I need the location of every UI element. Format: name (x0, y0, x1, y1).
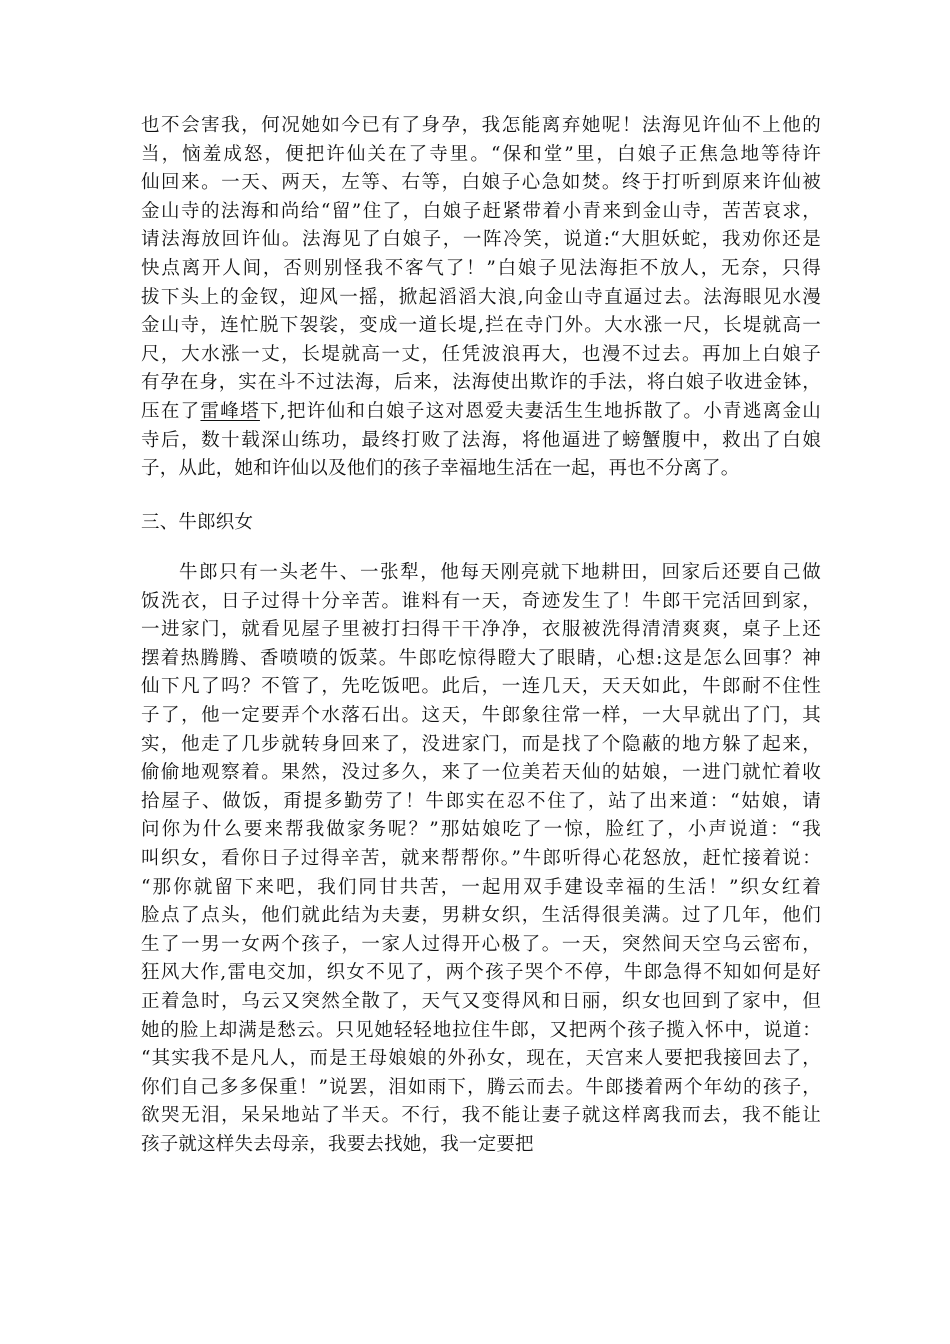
text-line: 寺后，数十载深山练功，最终打败了法海，将他逼进了螃蟹腹中，救出了白娘 (141, 429, 821, 451)
story-paragraph-cowherd-weaver (141, 559, 821, 1159)
text-line: 有孕在身，实在斗不过法海，后来，法海使出欺诈的手法，将白娘子收进金钵， (141, 372, 821, 394)
text-line: 尺，大水涨一丈，长堤就高一丈，任凭波浪再大，也漫不过去。再加上白娘子 (141, 343, 821, 365)
text-line: 一进家门，就看见屋子里被打扫得干干净净，衣服被洗得清清爽爽，桌子上还 (141, 619, 821, 641)
text-line: 你们自己多多保重！”说罢，泪如雨下，腾云而去。牛郎搂着两个年幼的孩子， (141, 1076, 821, 1098)
text-line: 狂风大作,雷电交加，织女不见了，两个孩子哭个不停，牛郎急得不知如何是好 (141, 962, 821, 984)
text-line: 金山寺，连忙脱下袈裟，变成一道长堤,拦在寺门外。大水涨一尺，长堤就高一 (141, 315, 821, 337)
text-segment: 压在了 (141, 400, 201, 422)
text-line: 请法海放回许仙。法海见了白娘子，一阵冷笑，说道:“大胆妖蛇，我劝你还是 (141, 229, 821, 251)
text-line: 金山寺的法海和尚给“留”住了，白娘子赶紧带着小青来到金山寺，苦苦哀求， (141, 200, 821, 222)
text-line: “其实我不是凡人，而是王母娘娘的外孙女，现在，天宫来人要把我接回去了， (141, 1048, 821, 1070)
text-line: 也不会害我，何况她如今已有了身孕，我怎能离弃她呢！法海见许仙不上他的 (141, 115, 821, 136)
text-line: 快点离开人间，否则别怪我不客气了！”白娘子见法海拒不放人，无奈，只得 (141, 257, 821, 279)
text-line: 子，从此，她和许仙以及他们的孩子幸福地生活在一起，再也不分离了。 (141, 458, 740, 480)
text-line: 欲哭无泪，呆呆地站了半天。不行，我不能让妻子就这样离我而去，我不能让 (141, 1105, 821, 1127)
text-line: 叫织女，看你日子过得辛苦，就来帮帮你。”牛郎听得心花怒放，赶忙接着说： (141, 847, 821, 869)
story-paragraph-white-snake (141, 112, 821, 484)
text-line: 生了一男一女两个孩子，一家人过得开心极了。一天，突然间天空乌云密布， (141, 933, 821, 955)
text-line-with-link (141, 398, 821, 427)
text-segment: 下,把许仙和白娘子这对恩爱夫妻活生生地拆散了。小青逃离金山 (259, 400, 821, 422)
text-line: 饭洗衣，日子过得十分辛苦。谁料有一天，奇迹发生了！牛郎干完活回到家， (141, 590, 821, 612)
text-line: 牛郎只有一头老牛、一张犁，他每天刚亮就下地耕田，回家后还要自己做 (179, 562, 821, 583)
text-line: 子了，他一定要弄个水落石出。这天，牛郎象往常一样，一大早就出了门，其 (141, 704, 821, 726)
text-line: 仙下凡了吗？不管了，先吃饭吧。此后，一连几天，天天如此，牛郎耐不住性 (141, 676, 821, 698)
text-line: 拾屋子、做饭，甭提多勤劳了！牛郎实在忍不住了，站了出来道：“姑娘，请 (141, 790, 821, 812)
text-line: 摆着热腾腾、香喷喷的饭菜。牛郎吃惊得瞪大了眼睛，心想:这是怎么回事？神 (141, 647, 821, 669)
text-line: 脸点了点头，他们就此结为夫妻，男耕女织，生活得很美满。过了几年，他们 (141, 905, 821, 927)
text-line: “那你就留下来吧，我们同甘共苦，一起用双手建设幸福的生活！”织女红着 (141, 876, 821, 898)
text-line: 实，他走了几步就转身回来了，没进家门，而是找了个隐蔽的地方躲了起来， (141, 733, 821, 755)
text-line: 孩子就这样失去母亲，我要去找她，我一定要把 (141, 1133, 534, 1155)
text-line: 正着急时，乌云又突然全散了，天气又变得风和日丽，织女也回到了家中，但 (141, 990, 821, 1012)
text-line: 她的脸上却满是愁云。只见她轻轻地拉住牛郎，又把两个孩子揽入怀中，说道： (141, 1019, 821, 1041)
text-line: 偷偷地观察着。果然，没过多久，来了一位美若天仙的姑娘，一进门就忙着收 (141, 762, 821, 784)
text-line: 当，恼羞成怒，便把许仙关在了寺里。“保和堂”里，白娘子正焦急地等待许 (141, 143, 821, 165)
section-heading (141, 509, 821, 538)
text-line: 拔下头上的金钗，迎风一摇，掀起滔滔大浪,向金山寺直逼过去。法海眼见水漫 (141, 286, 821, 308)
section-title: 三、牛郎织女 (141, 512, 254, 533)
leifeng-pagoda-link[interactable]: 雷峰塔 (200, 400, 260, 422)
text-line: 问你为什么要来帮我做家务呢？”那姑娘吃了一惊，脸红了，小声说道：“我 (141, 819, 821, 841)
text-line: 仙回来。一天、两天，左等、右等，白娘子心急如焚。终于打听到原来许仙被 (141, 172, 821, 194)
